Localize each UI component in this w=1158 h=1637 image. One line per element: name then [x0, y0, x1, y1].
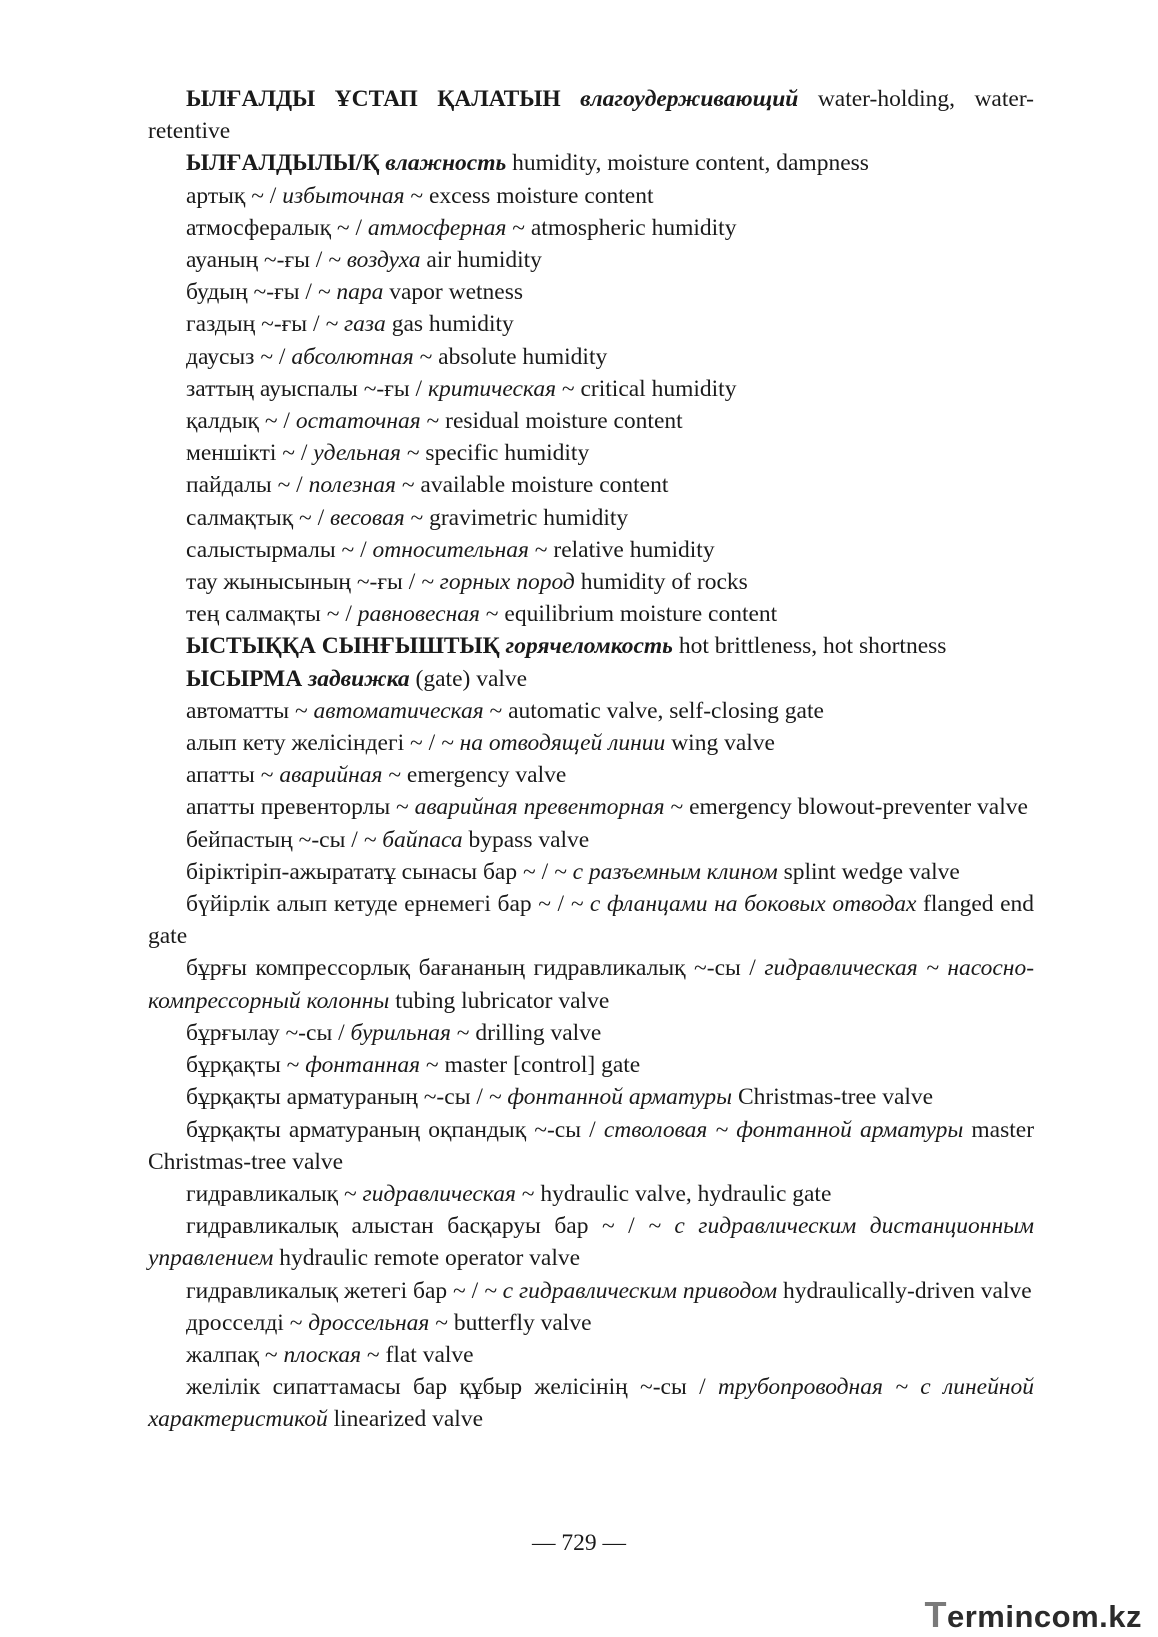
entry-subterm: [148, 341, 1034, 373]
subterm-kz: тең салмақты ~ /: [186, 601, 352, 628]
subterm-ru: весовая: [329, 504, 405, 531]
entry-subterm: [148, 952, 1034, 1016]
subterm-kz: жалпақ ~: [186, 1341, 278, 1368]
dictionary-page: [148, 83, 1034, 1436]
translation-en: hydraulic remote operator valve: [279, 1245, 581, 1272]
subterm-ru: ~ горных пород: [421, 569, 575, 596]
subterm-ru: бурильная: [350, 1019, 451, 1046]
subterm-kz: бүйірлік алып кетуде ернемегі бар ~ /: [186, 891, 565, 918]
subterm-kz: салыстырмалы ~ /: [186, 536, 367, 563]
translation-en: ~ drilling valve: [456, 1019, 602, 1046]
translation-en: gas humidity: [391, 311, 514, 338]
translation-en: ~ excess moisture content: [410, 182, 654, 209]
translation-en: ~ hydraulic valve, hydraulic gate: [521, 1180, 832, 1207]
subterm-ru: плоская: [283, 1341, 362, 1368]
entry-subterm: [148, 1017, 1034, 1049]
translation-en: ~ gravimetric humidity: [410, 504, 629, 531]
subterm-kz: газдың ~-ғы /: [186, 311, 320, 338]
subterm-ru: ~ с гидравлическим дистанционным управлением: [148, 1213, 1035, 1272]
subterm-ru: удельная: [313, 440, 401, 467]
entry-subterm: [148, 1210, 1034, 1274]
entry-subterm: [148, 1307, 1034, 1339]
entry-subterm: [148, 469, 1034, 501]
translation-en: wing valve: [671, 730, 775, 757]
translation-en: linearized valve: [333, 1406, 483, 1433]
entry-subterm: [148, 1114, 1034, 1178]
subterm-ru: гидравлическая ~ насосно-компрессорный колонны: [148, 955, 1035, 1014]
subterm-kz: ауаның ~-ғы /: [186, 247, 323, 274]
translation-en: ~ emergency valve: [388, 762, 567, 789]
subterm-kz: дросселді ~: [186, 1309, 303, 1336]
watermark-letter-o: o: [1051, 1599, 1072, 1634]
headword-kz: ЫЛҒАЛДЫ ҰСТАП ҚАЛАТЫН: [186, 86, 561, 112]
subterm-ru: ~ фонтанной арматуры: [488, 1084, 733, 1111]
translation-en: ~ master [control] gate: [425, 1052, 641, 1079]
subterm-kz: апатты превенторлы ~: [186, 794, 409, 821]
entry-subterm: [148, 598, 1034, 630]
translation-en: hot brittleness, hot shortness: [678, 633, 947, 660]
entry-subterm: [148, 1178, 1034, 1210]
subterm-ru: ~ воздуха: [328, 247, 421, 274]
subterm-kz: будың ~-ғы /: [186, 279, 312, 306]
subterm-kz: салмақтық ~ /: [186, 504, 325, 531]
subterm-ru: фонтанная: [305, 1052, 421, 1079]
subterm-kz: бұрқақты арматураның оқпандық ~-сы /: [186, 1116, 596, 1143]
translation-en: water-holding, water-retentive: [148, 86, 1034, 145]
entry-subterm: [148, 373, 1034, 405]
subterm-kz: гидравликалық ~: [186, 1180, 357, 1207]
entry-headword: [148, 663, 1034, 695]
page-number: — 729 —: [532, 1530, 626, 1556]
subterm-ru: автоматическая: [313, 697, 484, 724]
entry-subterm: [148, 856, 1034, 888]
translation-en: ~ critical humidity: [561, 375, 737, 402]
entry-subterm: [148, 566, 1034, 598]
translation-en: ~ equilibrium moisture content: [485, 601, 778, 628]
subterm-kz: гидравликалық жетегі бар ~ /: [186, 1277, 479, 1304]
translation-en: humidity of rocks: [580, 569, 748, 596]
headword-ru: влагоудерживающий: [580, 86, 799, 112]
subterm-ru: остаточная: [295, 408, 421, 435]
subterm-ru: дроссельная: [308, 1309, 430, 1336]
translation-en: Christmas-tree valve: [737, 1084, 934, 1111]
subterm-kz: меншікті ~ /: [186, 440, 308, 467]
subterm-ru: ~ с фланцами на боковых отводах: [570, 891, 917, 918]
subterm-ru: аварийная: [279, 762, 383, 789]
subterm-ru: ~ с разъемным клином: [553, 858, 778, 885]
headword-kz: ЫЛҒАЛДЫЛЫ/Қ: [186, 150, 380, 177]
entry-subterm: [148, 502, 1034, 534]
subterm-kz: гидравликалық алыстан басқаруы бар ~ /: [186, 1213, 635, 1240]
subterm-ru: стволовая ~ фонтанной арматуры: [603, 1116, 964, 1143]
translation-en: air humidity: [426, 247, 542, 274]
translation-en: ~ absolute humidity: [419, 343, 608, 370]
translation-en: ~ atmospheric humidity: [512, 214, 737, 241]
subterm-ru: абсолютная: [291, 343, 414, 370]
subterm-kz: бұрғы компрессорлық бағананың гидравликалық ~-сы /: [186, 955, 756, 982]
subterm-kz: заттың ауыспалы ~-ғы /: [186, 375, 423, 402]
entry-subterm: [148, 534, 1034, 566]
subterm-ru: равновесная: [357, 601, 480, 628]
site-watermark-logo: [924, 1594, 1142, 1636]
subterm-ru: трубопроводная ~ с линейной характеристикой: [148, 1374, 1035, 1433]
subterm-kz: даусыз ~ /: [186, 343, 286, 370]
subterm-kz: қалдық ~ /: [186, 408, 290, 435]
headword-ru: горячеломкость: [505, 633, 673, 660]
entry-subterm: [148, 1081, 1034, 1113]
subterm-kz: апатты ~: [186, 762, 274, 789]
translation-en: vapor wetness: [389, 279, 524, 306]
watermark-tail: m.kz: [1071, 1599, 1142, 1634]
entry-subterm: [148, 824, 1034, 856]
watermark-text: erminc: [946, 1599, 1052, 1634]
entry-subterm: [148, 1371, 1034, 1435]
subterm-kz: тау жынысының ~-ғы /: [186, 569, 416, 596]
entry-subterm: [148, 888, 1034, 952]
translation-en: humidity, moisture content, dampness: [512, 150, 869, 177]
subterm-ru: ~ пара: [317, 279, 384, 306]
entry-subterm: [148, 791, 1034, 823]
entry-subterm: [148, 695, 1034, 727]
translation-en: ~ relative humidity: [534, 536, 715, 563]
translation-en: ~ emergency blowout-preventer valve: [670, 794, 1028, 821]
entry-headword: [148, 630, 1034, 662]
subterm-ru: избыточная: [282, 182, 405, 209]
translation-en: ~ butterfly valve: [435, 1309, 592, 1336]
subterm-kz: автоматты ~: [186, 697, 308, 724]
subterm-ru: относительная: [372, 536, 529, 563]
entry-subterm: [148, 308, 1034, 340]
subterm-ru: критическая: [427, 375, 557, 402]
subterm-kz: біріктіріп-ажырататұ сынасы бар ~ /: [186, 858, 549, 885]
subterm-kz: алып кету желісіндегі ~ /: [186, 730, 436, 757]
headword-ru: задвижка: [308, 665, 410, 692]
entry-subterm: [148, 276, 1034, 308]
watermark-letter-t: T: [924, 1594, 947, 1635]
translation-en: ~ automatic valve, self-closing gate: [489, 697, 824, 724]
translation-en: tubing lubricator valve: [395, 987, 610, 1014]
translation-en: ~ available moisture content: [401, 472, 669, 499]
entry-subterm: [148, 180, 1034, 212]
headword-ru: влажность: [385, 150, 507, 177]
entry-headword: [148, 83, 1034, 147]
subterm-ru: ~ с гидравлическим приводом: [484, 1277, 778, 1304]
subterm-ru: аварийная превенторная: [414, 794, 665, 821]
translation-en: splint wedge valve: [783, 858, 960, 885]
entry-subterm: [148, 212, 1034, 244]
subterm-kz: пайдалы ~ /: [186, 472, 303, 499]
subterm-kz: желілік сипаттамасы бар құбыр желісінің ~-сы /: [186, 1374, 706, 1401]
subterm-ru: ~ газа: [325, 311, 386, 338]
translation-en: ~ residual moisture content: [426, 408, 683, 435]
subterm-ru: полезная: [308, 472, 396, 499]
translation-en: bypass valve: [468, 826, 590, 853]
translation-en: master Christmas-tree valve: [148, 1116, 1035, 1175]
subterm-kz: бұрғылау ~-сы /: [186, 1019, 345, 1046]
entry-subterm: [148, 727, 1034, 759]
subterm-ru: ~ на отводящей линии: [441, 730, 666, 757]
subterm-kz: бұрқақты арматураның ~-сы /: [186, 1084, 483, 1111]
entry-subterm: [148, 244, 1034, 276]
subterm-ru: ~ байпаса: [363, 826, 463, 853]
entry-subterm: [148, 1339, 1034, 1371]
entry-subterm: [148, 1049, 1034, 1081]
translation-en: ~ specific humidity: [406, 440, 590, 467]
subterm-ru: атмосферная: [367, 214, 507, 241]
translation-en: flanged end gate: [148, 891, 1035, 950]
translation-en: (gate) valve: [415, 665, 528, 692]
subterm-kz: бұрқақты ~: [186, 1052, 300, 1079]
subterm-ru: гидравлическая: [362, 1180, 516, 1207]
subterm-kz: бейпастың ~-сы /: [186, 826, 358, 853]
translation-en: ~ flat valve: [366, 1341, 474, 1368]
entry-subterm: [148, 437, 1034, 469]
entry-subterm: [148, 1275, 1034, 1307]
translation-en: hydraulically-driven valve: [783, 1277, 1032, 1304]
subterm-kz: атмосфералық ~ /: [186, 214, 362, 241]
entry-headword: [148, 147, 1034, 179]
entry-subterm: [148, 405, 1034, 437]
subterm-kz: артық ~ /: [186, 182, 277, 209]
headword-kz: ЫСЫРМА: [186, 665, 303, 692]
headword-kz: ЫСТЫҚҚА СЫНҒЫШТЫҚ: [186, 633, 500, 660]
entry-subterm: [148, 759, 1034, 791]
